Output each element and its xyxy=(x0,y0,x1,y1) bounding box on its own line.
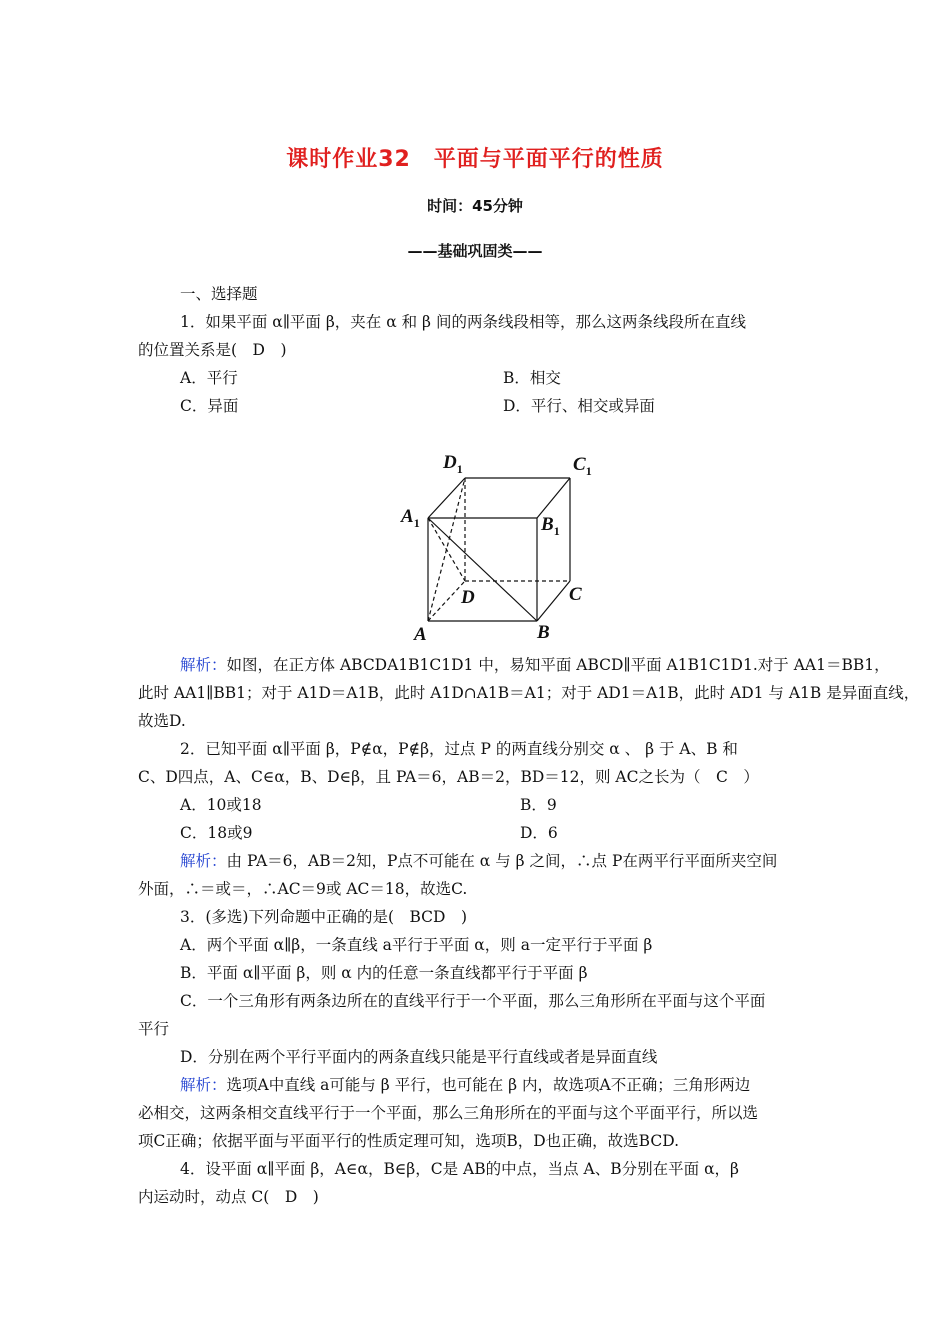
q3-option-a: A．两个平面 α∥β，一条直线 a平行于平面 α，则 a一定平行于平面 β xyxy=(180,936,653,954)
q3-option-d: D．分别在两个平行平面内的两条直线只能是平行直线或者是异面直线 xyxy=(180,1048,658,1066)
q1-analysis-line3: 故选D. xyxy=(138,712,186,730)
q3-analysis-line2: 必相交，这两条相交直线平行于一个平面，那么三角形所在的平面与这个平面平行，所以选 xyxy=(138,1104,759,1122)
q3-option-b: B．平面 α∥平面 β，则 α 内的任意一条直线都平行于平面 β xyxy=(180,964,588,982)
label-c1: $C_1$ xyxy=(573,454,592,478)
cube-figure xyxy=(395,448,605,648)
label-b: B xyxy=(537,622,550,643)
section-heading: 一、选择题 xyxy=(180,285,258,303)
q1-analysis-line2: 此时 AA1∥BB1；对于 A1D＝A1B，此时 A1D∩A1B＝A1；对于 AD1＝A1B，此时 AD1 与 A1B 是异面直线， xyxy=(138,684,920,702)
label-c: C xyxy=(569,584,582,605)
q1-analysis-line1: 解析：如图，在正方体 ABCDA1B1C1D1 中，易知平面 ABCD∥平面 A1B1C1D1.对于 AA1＝BB1， xyxy=(180,656,890,674)
q4-stem-line1: 4．设平面 α∥平面 β，A∈α，B∈β，C是 AB的中点，当点 A、B分别在平面 α，β xyxy=(180,1160,740,1178)
q1-option-a: A．平行 xyxy=(180,369,238,387)
q2-option-d: D．6 xyxy=(520,824,558,842)
q1-stem-line2: 的位置关系是( D ) xyxy=(138,341,287,359)
q2-option-b: B．9 xyxy=(520,796,557,814)
label-b1: $B_1$ xyxy=(541,514,560,538)
q2-option-a: A．10或18 xyxy=(180,796,262,814)
q3-option-c-line1: C．一个三角形有两条边所在的直线平行于一个平面，那么三角形所在平面与这个平面 xyxy=(180,992,766,1010)
category-heading: ——基础巩固类—— xyxy=(407,242,543,260)
q2-analysis-line2: 外面，∴＝或＝，∴AC＝9或 AC＝18，故选C. xyxy=(138,880,468,898)
edge-ad-hidden xyxy=(428,581,465,621)
q1-option-c: C．异面 xyxy=(180,397,239,415)
edge-b1c1 xyxy=(537,478,570,518)
q2-analysis-line1: 解析：由 PA＝6，AB＝2知，P点不可能在 α 与 β 之间，∴点 P在两平行平面所夹空间 xyxy=(180,852,778,870)
label-a: A xyxy=(414,624,427,645)
q1-option-b: B．相交 xyxy=(503,369,561,387)
q3-analysis-line1: 解析：选项A中直线 a可能与 β 平行，也可能在 β 内，故选项A不正确；三角形两边 xyxy=(180,1076,751,1094)
label-d1: $D_1$ xyxy=(443,452,463,476)
q3-stem: 3．(多选)下列命题中正确的是( BCD ) xyxy=(180,908,468,926)
q2-option-c: C．18或9 xyxy=(180,824,253,842)
q3-analysis-line3: 项C正确；依据平面与平面平行的性质定理可知，选项B，D也正确，故选BCD. xyxy=(138,1132,680,1150)
analysis-label: 解析： xyxy=(180,656,227,674)
segment-ad1-hidden xyxy=(428,478,465,621)
q1-option-d: D．平行、相交或异面 xyxy=(503,397,655,415)
q2-stem-line1: 2．已知平面 α∥平面 β，P∉α，P∉β，过点 P 的两直线分别交 α 、 β 于 A、B 和 xyxy=(180,740,738,758)
label-d: D xyxy=(461,587,475,608)
q2-stem-line2: C、D四点，A、C∈α，B、D∈β，且 PA＝6，AB＝2，BD＝12，则 AC之长为（ C ） xyxy=(138,768,759,786)
time-limit: 时间：45分钟 xyxy=(427,197,523,215)
q4-stem-line2: 内运动时，动点 C( D ) xyxy=(138,1188,319,1206)
segment-a1b xyxy=(428,518,537,621)
label-a1: $A_1$ xyxy=(401,506,420,530)
analysis-label: 解析： xyxy=(180,1076,227,1094)
page-title: 课时作业32 平面与平面平行的性质 xyxy=(286,147,664,172)
edge-bc xyxy=(537,581,570,621)
q1-stem-line1: 1．如果平面 α∥平面 β，夹在 α 和 β 间的两条线段相等，那么这两条线段所在直线 xyxy=(180,313,746,331)
analysis-label: 解析： xyxy=(180,852,227,870)
q3-option-c-line2: 平行 xyxy=(138,1020,170,1038)
